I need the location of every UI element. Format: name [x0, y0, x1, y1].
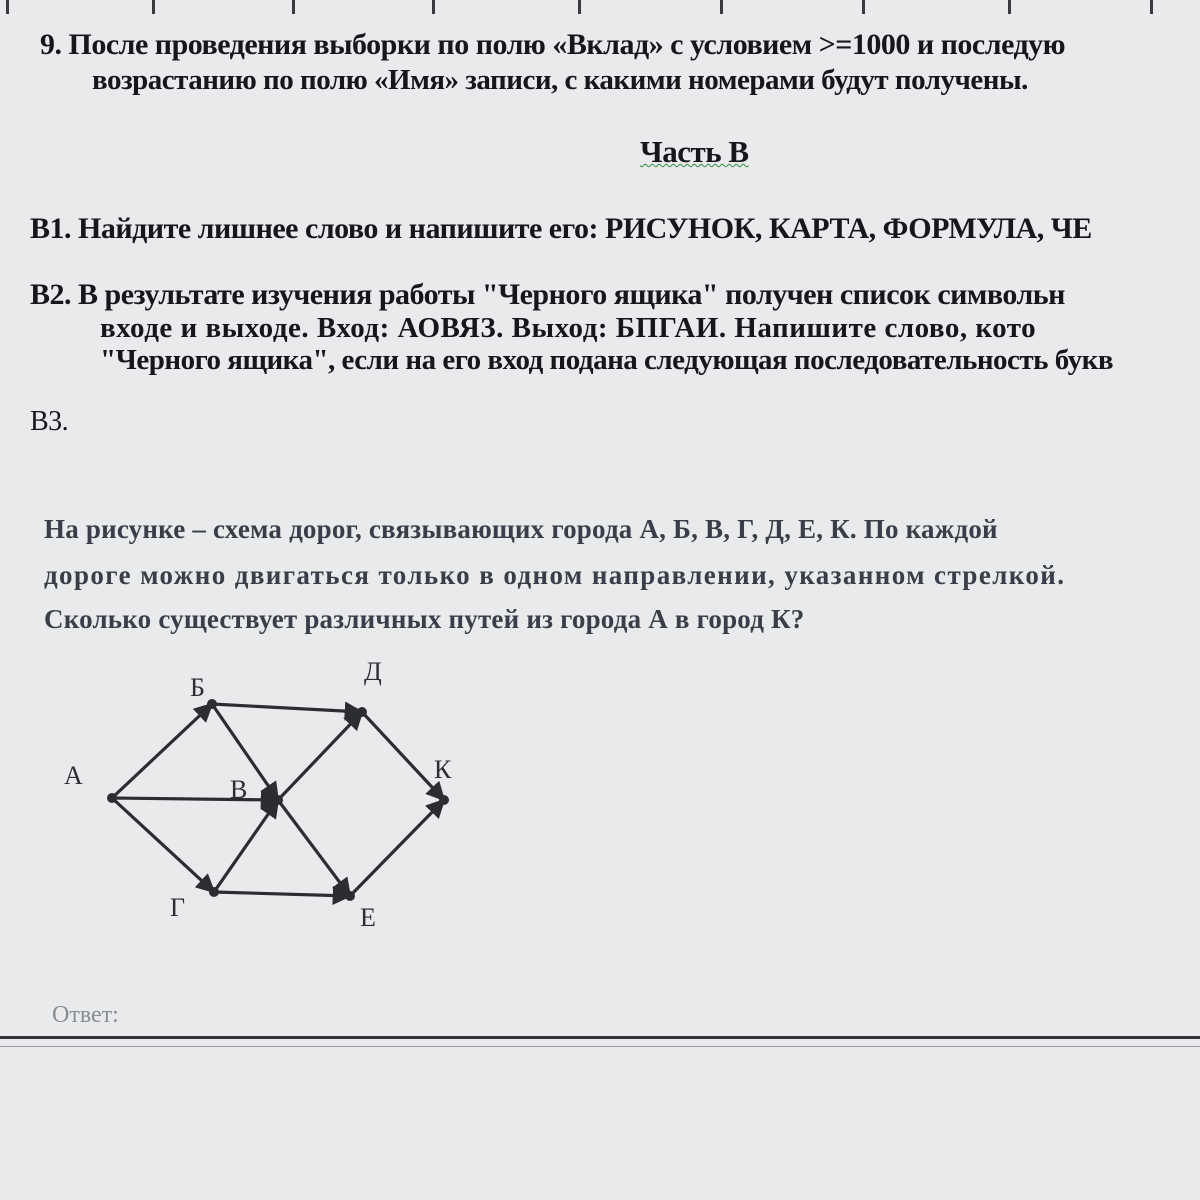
node-e	[345, 891, 355, 901]
edge-d-k	[362, 712, 444, 800]
node-label-v: В	[230, 775, 248, 804]
node-v	[273, 795, 283, 805]
ruler-tick	[1008, 0, 1011, 14]
road-graph-diagram	[0, 640, 600, 940]
ruler-tick	[578, 0, 581, 14]
edge-b-d	[212, 704, 362, 712]
graph-labels	[64, 657, 452, 932]
edge-g-e	[214, 892, 350, 896]
ruler-tick	[1150, 0, 1153, 14]
part-title-text: Часть В	[640, 134, 749, 169]
task-text-line-1: На рисунке – схема дорог, связывающих города А, Б, В, Г, Д, Е, К. По каждой	[44, 514, 998, 544]
node-k	[439, 795, 449, 805]
node-label-k: К	[434, 755, 452, 784]
node-a	[107, 793, 117, 803]
task-text-line-2: дороге можно двигаться только в одном направлении, указанном стрелкой.	[44, 560, 1066, 590]
edge-v-d	[278, 712, 362, 800]
question-b2-line-2: входе и выходе. Вход: АОВЯЗ. Выход: БПГАИ. Напишите слово, кото	[100, 312, 1037, 344]
ruler-tick	[720, 0, 723, 14]
node-d	[357, 707, 367, 717]
node-label-d: Д	[364, 657, 382, 686]
node-label-g: Г	[170, 893, 186, 922]
question-b3-label: В3.	[30, 406, 69, 437]
question-b1: В1. Найдите лишнее слово и напишите его: РИСУНОК, КАРТА, ФОРМУЛА, ЧЕ	[30, 212, 1092, 245]
node-label-e: Е	[360, 903, 376, 932]
edge-g-v	[214, 800, 278, 892]
part-title	[640, 134, 749, 170]
edge-v-e	[278, 800, 350, 896]
edge-e-k	[350, 800, 444, 896]
task-text-line-3: Сколько существует различных путей из города А в город К?	[44, 604, 805, 634]
question-9-line-1: 9. После проведения выборки по полю «Вклад» с условием >=1000 и последую	[40, 28, 1066, 61]
node-label-b: Б	[190, 673, 205, 702]
ruler-tick	[6, 0, 9, 14]
node-b	[207, 699, 217, 709]
edge-a-g	[112, 798, 214, 892]
node-label-a: А	[64, 761, 83, 790]
ruler-tick	[292, 0, 295, 14]
ruler-tick	[152, 0, 155, 14]
answer-underline-secondary	[0, 1046, 1200, 1047]
node-g	[209, 887, 219, 897]
question-b2-line-3: "Черного ящика", если на его вход подана следующая последовательность букв	[100, 344, 1114, 376]
document-ruler	[0, 0, 1200, 22]
answer-label: Ответ:	[52, 1002, 119, 1028]
ruler-tick	[432, 0, 435, 14]
question-9-line-2: возрастанию по полю «Имя» записи, с какими номерами будут получены.	[92, 64, 1028, 96]
answer-underline	[0, 1036, 1200, 1039]
question-b2-line-1: В2. В результате изучения работы "Черного ящика" получен список символьн	[30, 278, 1065, 311]
edge-a-v	[112, 798, 278, 800]
ruler-tick	[862, 0, 865, 14]
edge-a-b	[112, 704, 212, 798]
